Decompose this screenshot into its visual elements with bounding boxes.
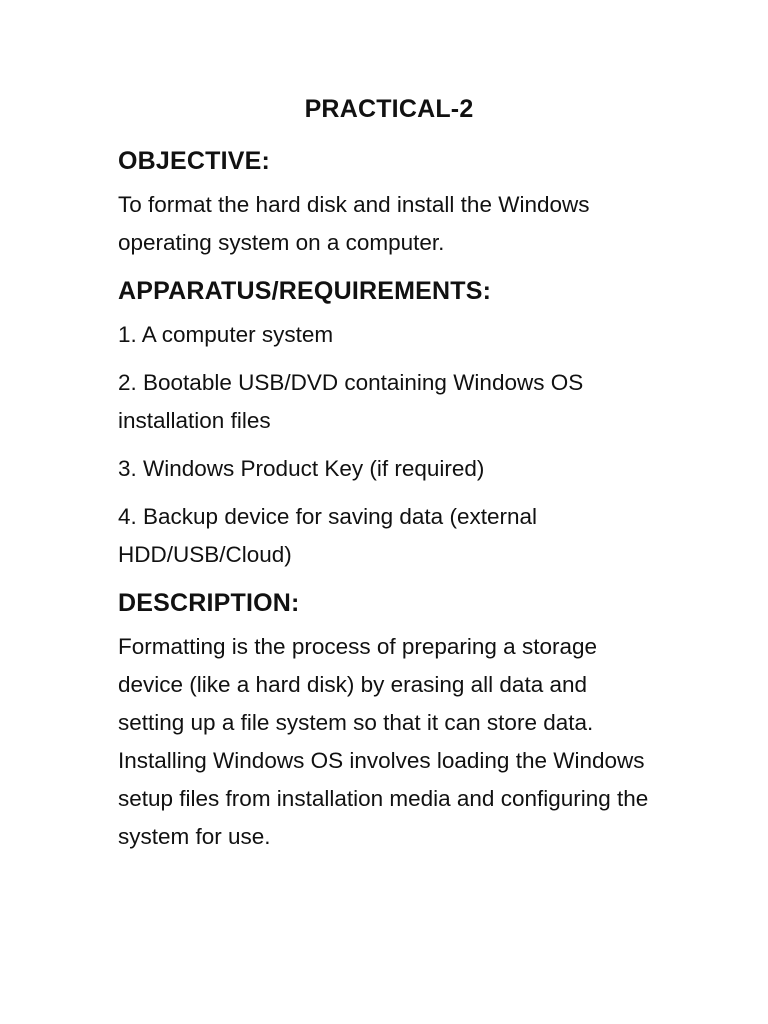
document-body	[118, 88, 658, 866]
objective-text: To format the hard disk and install the Windows operating system on a computer.	[118, 192, 590, 255]
objective-heading: OBJECTIVE:	[118, 147, 271, 175]
description-heading: DESCRIPTION:	[118, 589, 300, 617]
requirement-item-1: 1. A computer system	[118, 322, 334, 347]
requirements-list	[118, 316, 658, 574]
requirement-item-2: 2. Bootable USB/DVD containing Windows OS installation files	[118, 370, 584, 433]
requirement-item-3: 3. Windows Product Key (if required)	[118, 456, 485, 481]
practical-title: PRACTICAL-2	[304, 95, 474, 123]
apparatus-heading: APPARATUS/REQUIREMENTS:	[118, 277, 492, 305]
description-text: Formatting is the process of preparing a storage device (like a hard disk) by erasing all data and setting up a file system so that it can store data. Installing Windows OS involves loading the Windows setup files from installation media and configuring the system for use.	[118, 634, 649, 849]
objective-section	[118, 142, 658, 262]
requirement-item-4: 4. Backup device for saving data (external HDD/USB/Cloud)	[118, 504, 537, 567]
apparatus-section	[118, 272, 658, 574]
description-section	[118, 584, 658, 856]
